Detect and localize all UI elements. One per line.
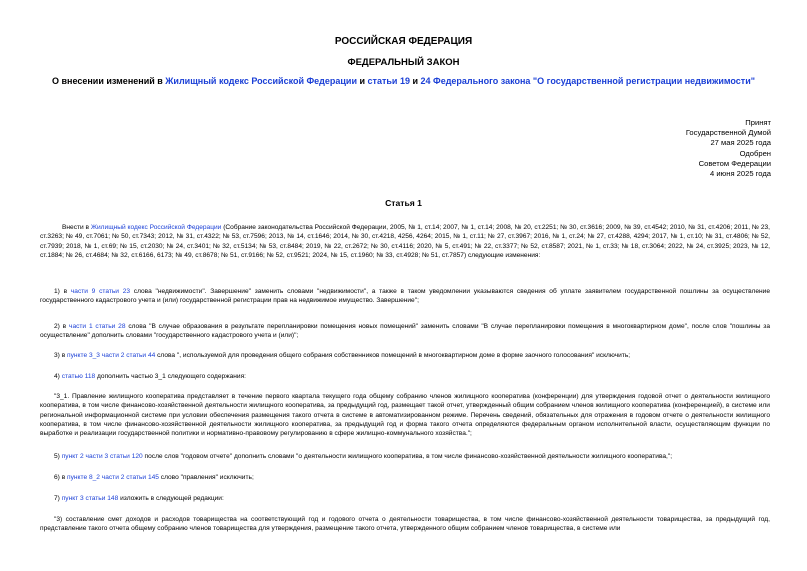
item-text: слово "правления" исключить;	[158, 474, 254, 481]
item-prefix: 7)	[54, 495, 62, 502]
title-link-housing-code[interactable]: Жилищный кодекс Российской Федерации	[165, 76, 357, 86]
intro-text: (Собрание законодательства Российской Федерации, 2005, № 1, ст.14; 2007, № 1, ст.14; 2008, № 20, ст.2251; № 30, ст.3616; 2009, № 39, ст.4542; 2010, № 31, ст.4206; 2011, № 23, ст.3263; № 49, ст.7061; № 50, ст.7343; 2012, № 31, ст.4322; № 53, ст.7596; 2013, № 14, ст.1646; 2014, № 30, ст.4218, 4256, 4264; 2015, № 1, ст.11; № 27, ст.3967; 2016, № 1, ст.24; № 27, ст.4288, 4294; 2017, № 1, ст.10; № 31, ст.4806; № 52, ст.7939; 2018, № 1, ст.69; № 15, ст.2030; № 24, ст.3401; № 32, ст.5134; № 53, ст.8484; 2019, № 22, ст.2672; № 30, ст.4116; 2020, № 5, ст.491; № 22, ст.3377; № 52, ст.8587; 2021, № 1, ст.33; № 18, ст.3064; 2022, № 24, ст.3925; 2023, № 12, ст.1884; № 26, ст.4684; № 32, ст.6166, 6173; № 49, ст.8678; № 51, ст.9166; № 52, ст.9521; 2024, № 15, ст.1960; № 33, ст.4928; № 51, ст.7857) следующие изменения:	[40, 224, 770, 259]
intro-paragraph	[40, 223, 770, 260]
adoption-date: 27 мая 2025 года	[710, 138, 771, 148]
quote-part-3-1: "3_1. Правление жилищного кооператива представляет в течение первого квартала текущего года общему собранию членов жилищного кооператива (конференции) для утверждения годовой отчет о деятельности жилищного кооператива, в том числе финансово-хозяйственной деятельности жилищного кооператива, за предыдущий год, размещает такой отчет, утвержденный общим собранием членов жилищного кооператива (конференцией), в системе или региональной информационной системе при условии обеспечения размещения такого отчета в системе в автоматизированном режиме. Перечень сведений, обязательных для отражения в годовом отчете о деятельности жилищного кооператива, в том числе финансово-хозяйственной деятельности жилищного кооператива, за предыдущий год и форма такого отчета определяются федеральным органом исполнительной власти, осуществляющим функции по выработке и реализации государственной политики и нормативно-правовому регулированию в сфере жилищно-коммунального хозяйства.";	[40, 393, 770, 438]
adoption-block	[686, 118, 771, 179]
title-prefix: О внесении изменений в	[52, 76, 166, 86]
item-5	[40, 452, 770, 461]
item-4	[40, 372, 770, 381]
item-6	[40, 473, 770, 482]
item-7	[40, 494, 770, 503]
item-text: слова "В случае образования в результате перепланировки помещения новых помещений" заменить словами "В случае перепланировки помещения в многоквартирном доме", после слов "пошлины за осуществление" дополнить словами "государственного кадастрового учета и (или)";	[40, 323, 771, 340]
item-3	[40, 351, 770, 360]
item-prefix: 2) в	[54, 323, 70, 330]
doc-type-heading: ФЕДЕРАЛЬНЫЙ ЗАКОН	[347, 57, 460, 68]
item-5-link[interactable]: пункт 2 части 3 статьи 120	[61, 453, 143, 460]
item-7-link[interactable]: пункт 3 статьи 148	[61, 495, 119, 502]
approval-date: 4 июня 2025 года	[709, 169, 771, 179]
item-text: слова "недвижимости". Завершение" заменить словами "недвижимости", а также в таком уведомлении указываются сведения об уплате заявителем государственной пошлины за осуществление государственного кадастрового учета и (или) государственной регистрации прав на недвижимое имущество. Завершение";	[40, 288, 770, 305]
item-1	[40, 287, 770, 306]
item-text: слова ", используемой для проведения общего собрания собственников помещений в многоквартирном доме в форме заочного голосования" исключить;	[155, 352, 631, 359]
article-heading: Статья 1	[385, 198, 422, 208]
law-title	[0, 76, 807, 86]
intro-prefix: Внести в	[62, 224, 91, 231]
item-2	[40, 322, 770, 341]
title-mid2: и	[409, 76, 421, 86]
item-text: изложить в следующей редакции:	[118, 495, 224, 502]
title-mid: и	[357, 76, 368, 86]
item-2-link[interactable]: части 1 статьи 28	[69, 323, 126, 330]
item-text: дополнить частью 3_1 следующего содержания:	[95, 373, 246, 380]
intro-link-housing-code[interactable]: Жилищный кодекс Российской Федерации	[90, 224, 222, 231]
approval-line: Советом Федерации	[698, 158, 771, 168]
item-3-link[interactable]: пункте 3_3 части 2 статьи 44	[67, 352, 156, 359]
title-link-article-24[interactable]: 24 Федерального закона "О государственной регистрации недвижимости"	[420, 76, 755, 86]
item-6-link[interactable]: пункте 8_2 части 2 статьи 145	[67, 474, 159, 481]
item-prefix: 4)	[54, 373, 62, 380]
quote-item-3: "3) составление смет доходов и расходов товарищества на соответствующий год и годового отчета о деятельности товарищества, в том числе финансово-хозяйственной деятельности товарищества, за предыдущий год, представление такого отчета общему собранию членов товарищества для утверждения, размещение такого отчета, утвержденного общим собранием членов товарищества, в системе или	[40, 516, 770, 533]
item-4-link[interactable]: статью 118	[61, 373, 96, 380]
item-prefix: 3) в	[54, 352, 68, 359]
item-1-link[interactable]: части 9 статьи 23	[70, 288, 131, 295]
country-heading: РОССИЙСКАЯ ФЕДЕРАЦИЯ	[334, 36, 473, 47]
item-prefix: 6) в	[54, 474, 68, 481]
item-prefix: 1) в	[54, 288, 71, 295]
title-link-article-19[interactable]: статьи 19	[367, 76, 410, 86]
approval-line: Одобрен	[739, 148, 771, 158]
item-prefix: 5)	[54, 453, 62, 460]
adoption-line: Государственной Думой	[685, 128, 771, 138]
item-text: после слов "годовом отчете" дополнить словами "о деятельности жилищного кооператива, в том числе финансово-хозяйственной деятельности жилищного кооператива,";	[142, 453, 673, 460]
adoption-line: Принят	[745, 118, 771, 127]
